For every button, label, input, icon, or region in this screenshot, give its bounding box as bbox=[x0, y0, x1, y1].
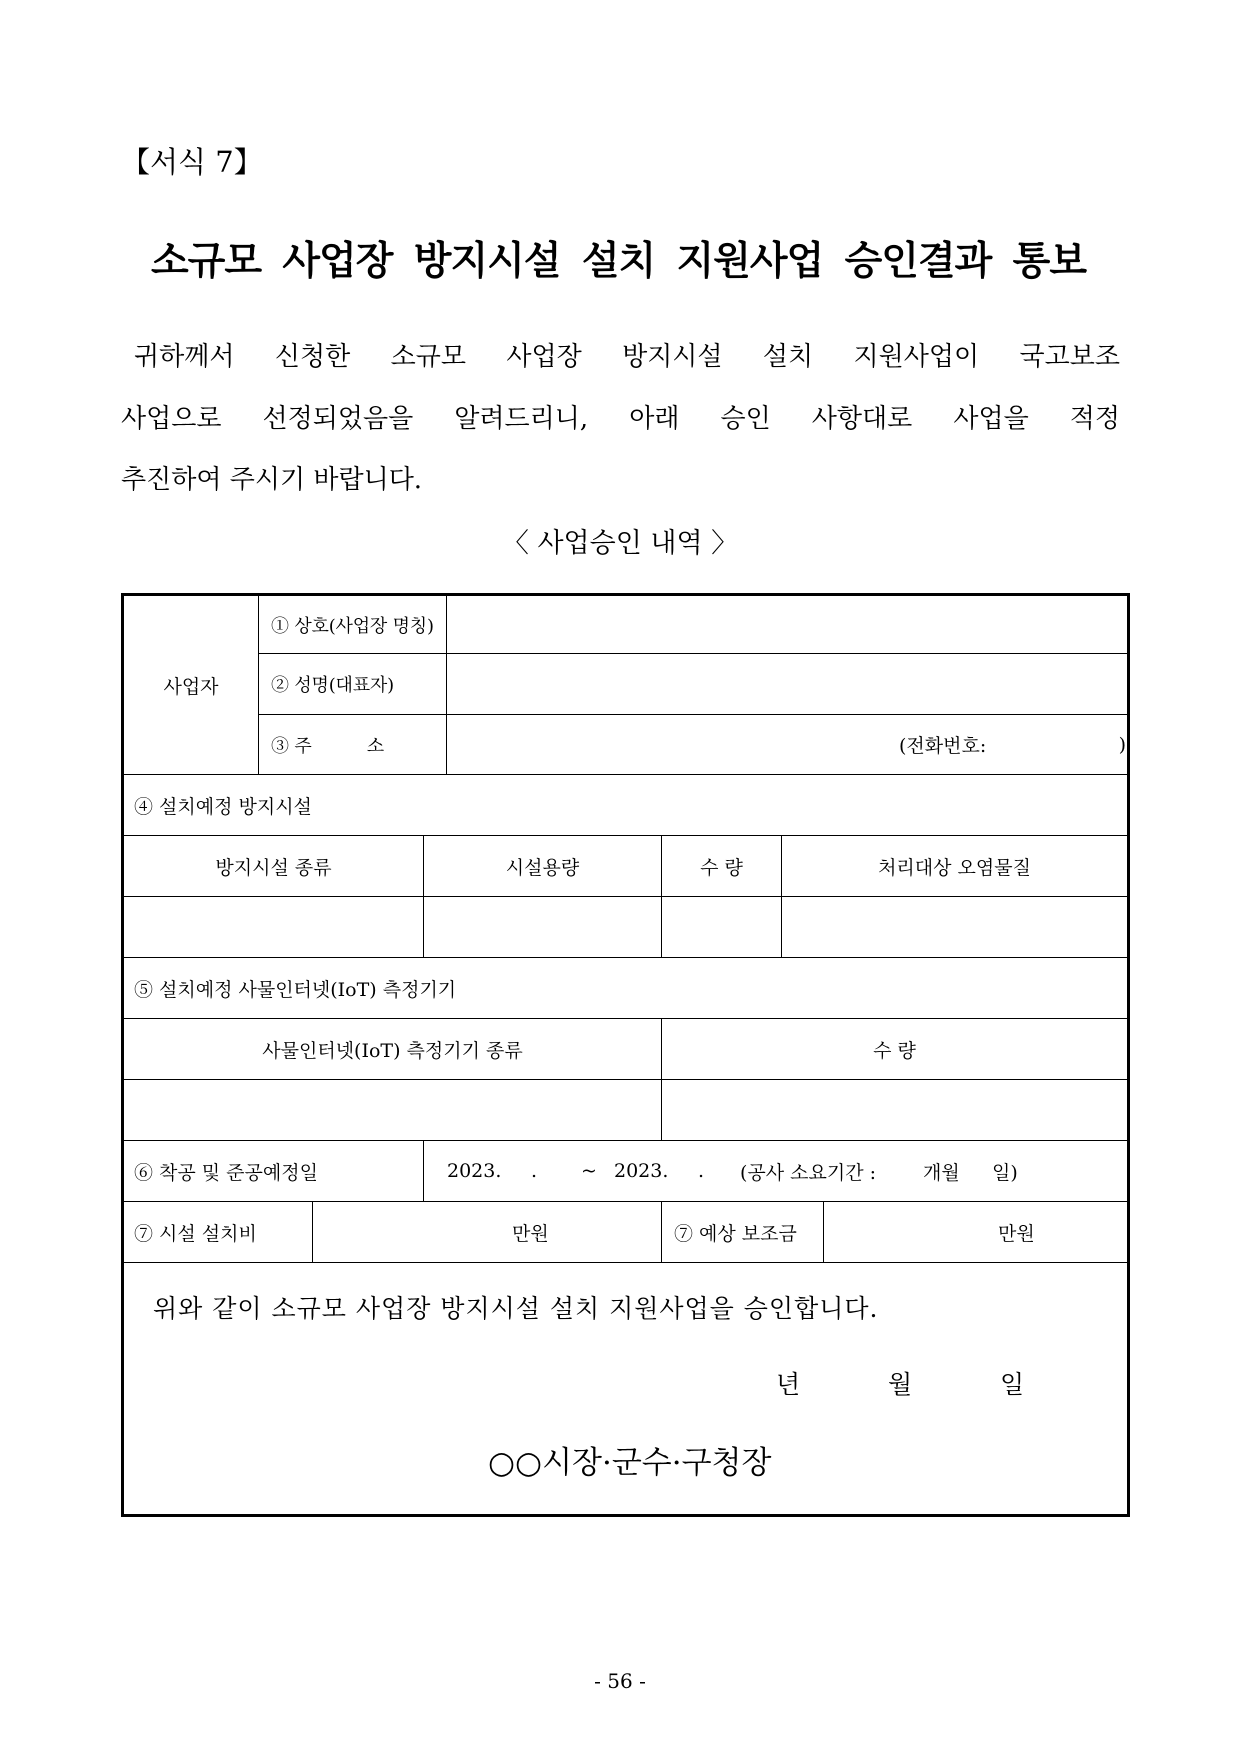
intro-line-3: 추진하여 주시기 바랍니다. bbox=[121, 465, 423, 495]
facility-quantity-header: 수 량 bbox=[662, 836, 782, 897]
issuer-title: ○○시장·군수·구청장 bbox=[488, 1445, 772, 1481]
end-dot: . bbox=[698, 1160, 705, 1182]
approval-details-table bbox=[121, 593, 1130, 1517]
install-cost-label: ⑦ 시설 설치비 bbox=[124, 1202, 313, 1263]
facility-capacity-header: 시설용량 bbox=[424, 836, 662, 897]
facility-pollutant-value bbox=[782, 897, 1127, 958]
approval-statement: 위와 같이 소규모 사업장 방지시설 설치 지원사업을 승인합니다. bbox=[153, 1294, 879, 1323]
subsidy-label: ⑦ 예상 보조금 bbox=[662, 1202, 824, 1263]
install-cost-unit: 만원 bbox=[313, 1202, 662, 1263]
facility-capacity-value bbox=[424, 897, 662, 958]
date-range-tilde: ~ bbox=[581, 1160, 597, 1182]
intro-line-1: 귀하께서 신청한 소규모 사업장 방지시설 설치 지원사업이 국고보조 bbox=[134, 342, 1120, 372]
section-title: 〈 사업승인 내역 〉 bbox=[501, 528, 739, 559]
end-year: 2023. bbox=[614, 1160, 669, 1182]
address-value-cell bbox=[447, 715, 1127, 775]
representative-label: ② 성명(대표자) bbox=[259, 654, 447, 715]
day-label: 일 bbox=[1000, 1370, 1025, 1399]
business-name-label: ① 상호(사업장 명칭) bbox=[259, 596, 447, 654]
form-code: 【서식 7】 bbox=[121, 145, 263, 179]
representative-value bbox=[447, 654, 1127, 715]
facility-pollutant-header: 처리대상 오염물질 bbox=[782, 836, 1127, 897]
business-group-label: 사업자 bbox=[124, 596, 259, 775]
phone-label: (전화번호: bbox=[899, 735, 987, 757]
start-year: 2023. bbox=[447, 1160, 502, 1182]
months-label: 개월 bbox=[923, 1161, 960, 1184]
subsidy-unit: 만원 bbox=[824, 1202, 1127, 1263]
days-label: 일) bbox=[992, 1161, 1018, 1184]
iot-type-value bbox=[124, 1080, 662, 1141]
month-label: 월 bbox=[888, 1370, 913, 1399]
iot-heading: ⑤ 설치예정 사물인터넷(IoT) 측정기기 bbox=[124, 958, 1127, 1019]
construction-period-label: (공사 소요기간 : bbox=[740, 1161, 877, 1184]
facility-type-value bbox=[124, 897, 424, 958]
approval-block bbox=[124, 1263, 1127, 1514]
iot-quantity-value bbox=[662, 1080, 1127, 1141]
iot-quantity-header: 수 량 bbox=[662, 1019, 1127, 1080]
document-title: 소규모 사업장 방지시설 설치 지원사업 승인결과 통보 bbox=[151, 239, 1086, 284]
year-label: 년 bbox=[776, 1370, 801, 1399]
facility-type-header: 방지시설 종류 bbox=[124, 836, 424, 897]
schedule-label: ⑥ 착공 및 준공예정일 bbox=[124, 1141, 424, 1202]
business-name-value bbox=[447, 596, 1127, 654]
intro-line-2: 사업으로 선정되었음을 알려드리니, 아래 승인 사항대로 사업을 적정 bbox=[121, 404, 1120, 434]
facilities-heading: ④ 설치예정 방지시설 bbox=[124, 775, 1127, 836]
iot-type-header: 사물인터넷(IoT) 측정기기 종류 bbox=[124, 1019, 662, 1080]
address-label: ③ 주 소 bbox=[259, 715, 447, 775]
schedule-value-cell bbox=[424, 1141, 1127, 1202]
phone-close-paren: ) bbox=[1118, 733, 1126, 756]
start-dot: . bbox=[531, 1160, 538, 1182]
page-number: - 56 - bbox=[594, 1669, 646, 1693]
facility-quantity-value bbox=[662, 897, 782, 958]
